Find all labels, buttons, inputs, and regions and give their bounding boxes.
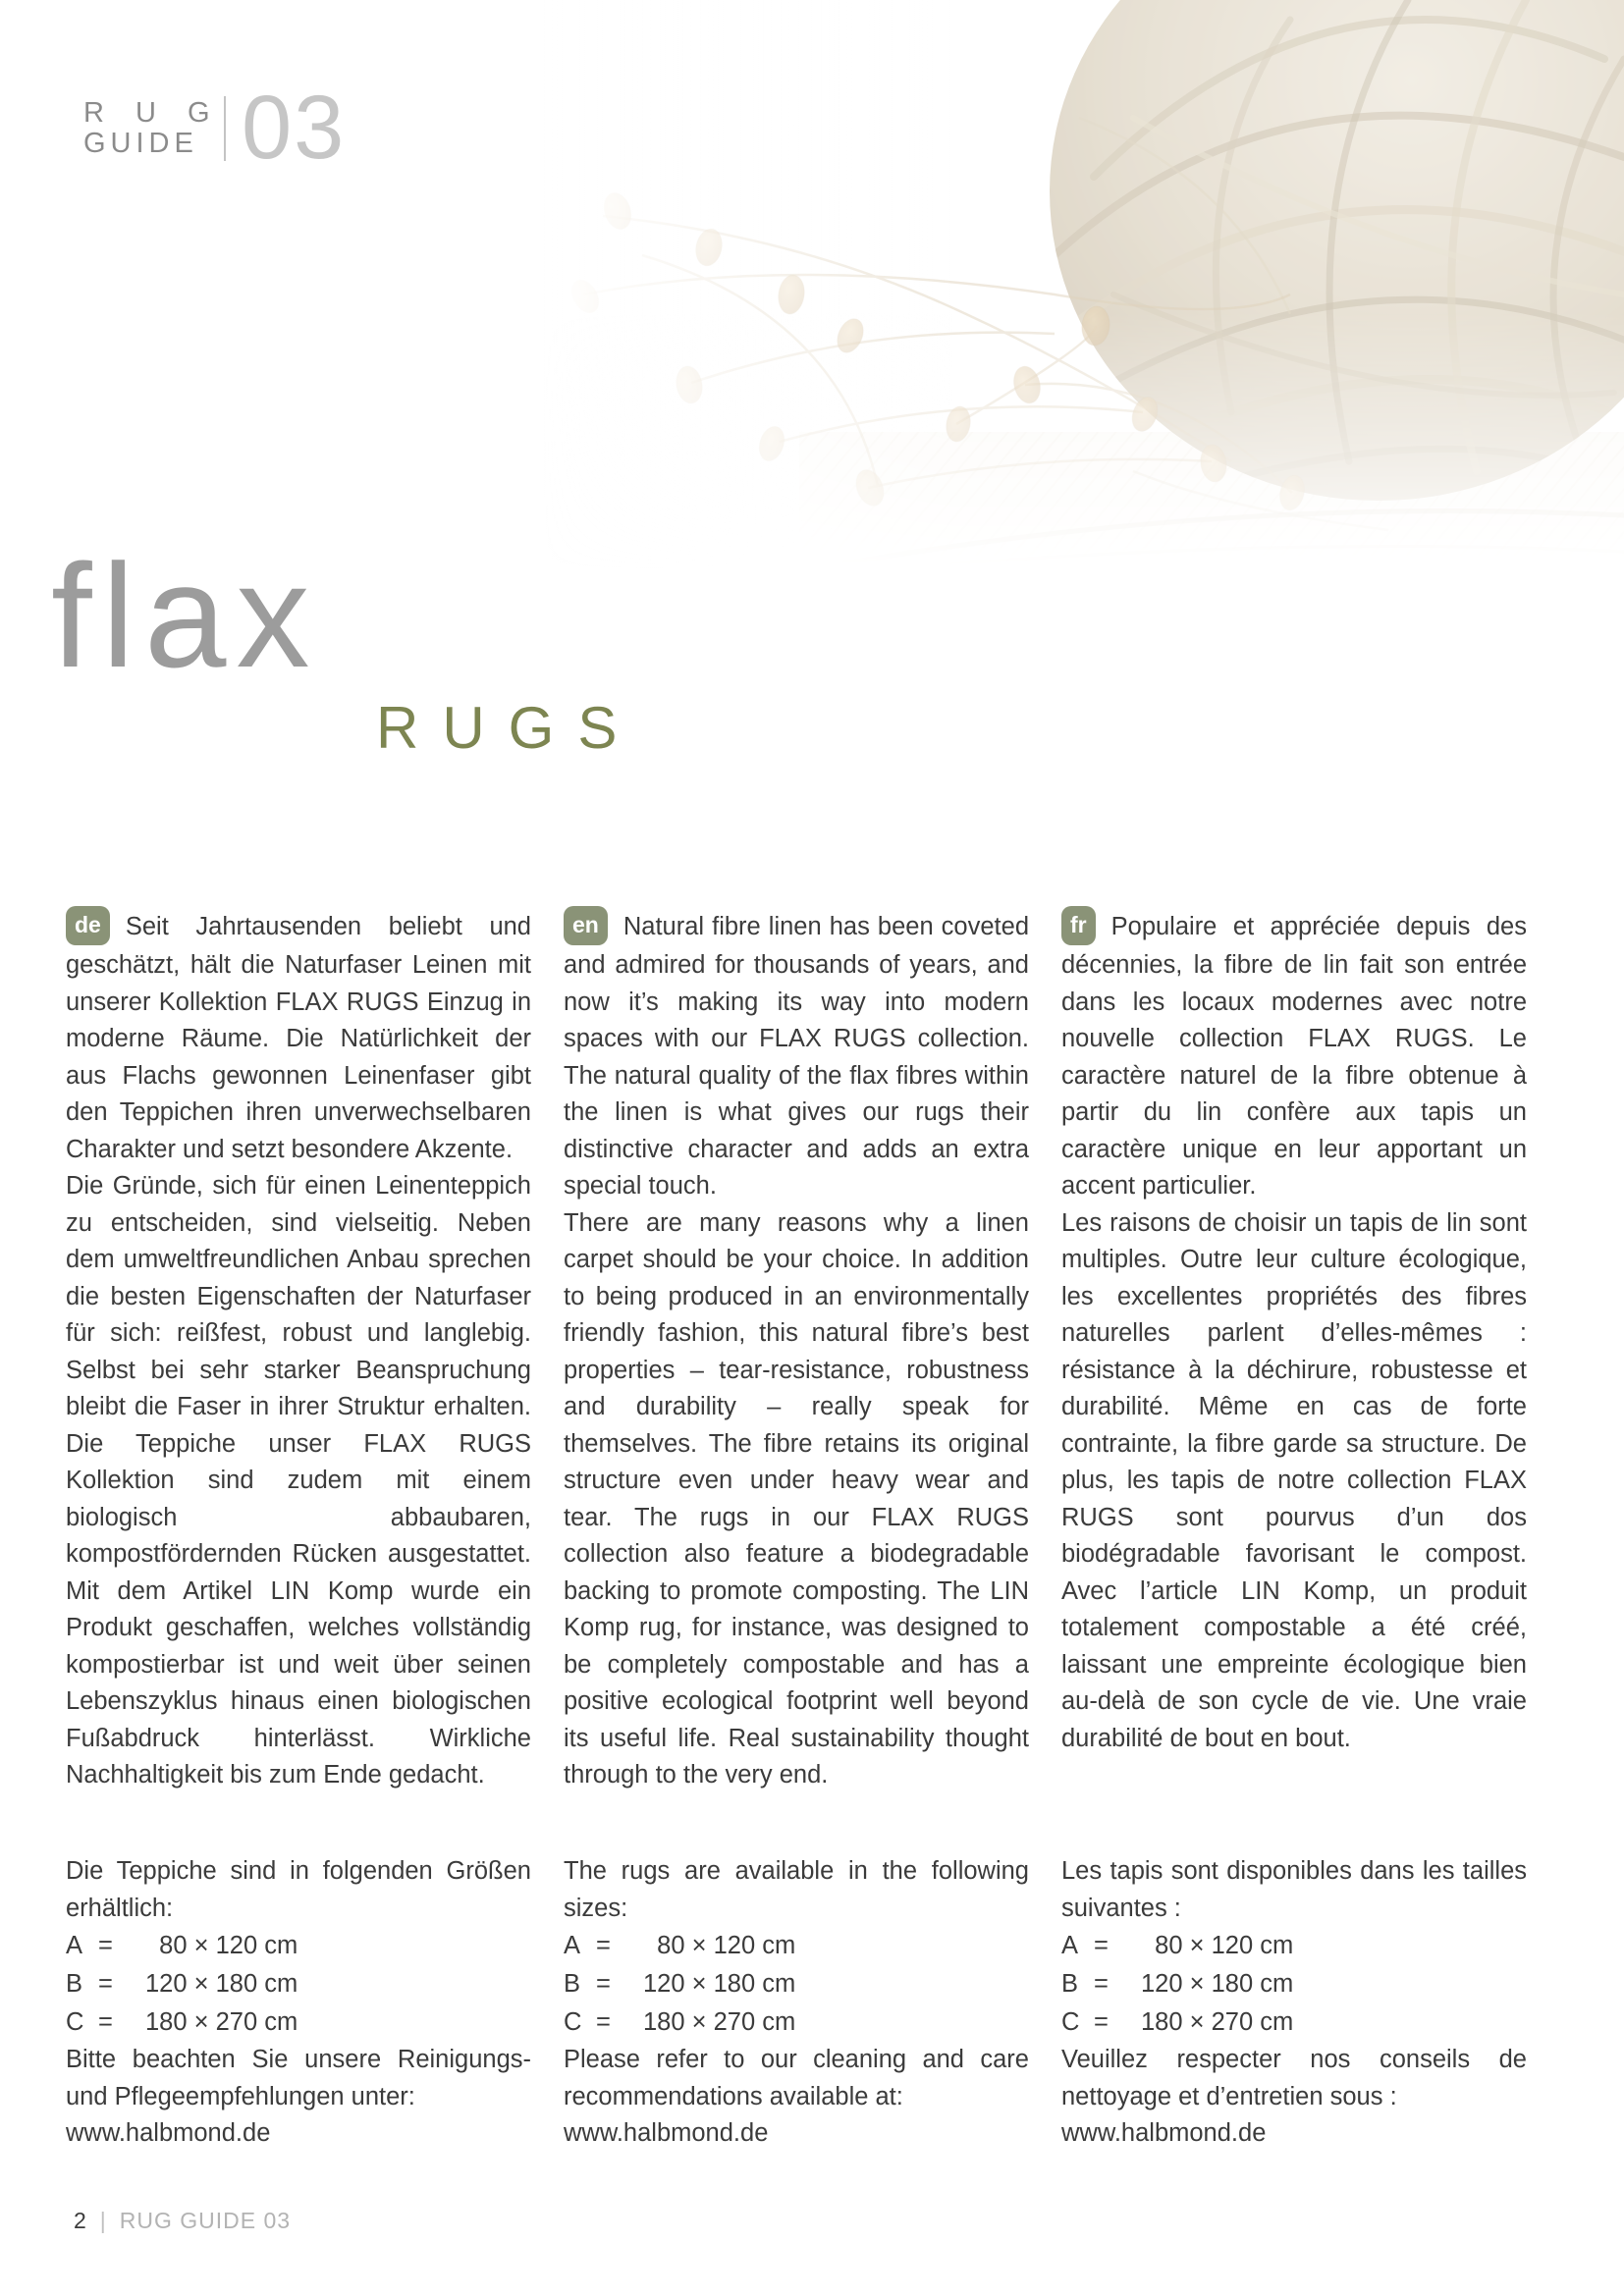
page-number: 2	[74, 2208, 86, 2233]
size-label: C	[564, 2008, 582, 2036]
hero-image	[544, 0, 1624, 569]
page-title: flax	[51, 533, 320, 698]
column-de-sizes	[66, 1853, 531, 2153]
equals-sign: =	[1094, 1932, 1109, 1959]
size-row	[1061, 2003, 1527, 2042]
equals-sign: =	[98, 2008, 113, 2036]
paragraph: There are many reasons why a linen carpet should be your choice. In addition to being produced in an environmentally friendly fashion, this natural fibre’s best properties – tear-resistance, robustness and durability – really speak for themselves. The fibre retains its original structure even under heavy wear and tear. The rugs in our FLAX RUGS collection also feature a biodegradable backing to promote composting. The LIN Komp rug, for instance, was designed to be completely compostable and has a positive ecological footprint well beyond its useful life. Real sustainability thought through to the very end.	[564, 1208, 1029, 1789]
brand-line1: R U G	[83, 97, 222, 129]
footer	[74, 2207, 291, 2234]
language-badge-en: en	[564, 906, 608, 945]
language-badge-fr: fr	[1061, 906, 1096, 945]
brand-divider	[224, 96, 226, 161]
paragraph-text: Natural fibre linen has been coveted and admired for thousands of years, and now it’s making its way into modern spaces with our FLAX RUGS collection. The natural quality of the flax fibres within the linen is what gives our rugs their distinctive character and adds an extra special touch.	[564, 913, 1029, 1200]
column-en	[564, 908, 1029, 1853]
language-columns	[66, 908, 1527, 2153]
paragraph: Les raisons de choisir un tapis de lin sont multiples. Outre leur culture écologique, les excellentes propriétés des fibres naturelles parlent d’elles-mêmes : résistance à la déchirure, robustesse et durabilité. Même en cas de forte contrainte, la fibre garde sa structure. De plus, les tapis de notre collection FLAX RUGS sont pourvus d’un dos biodégradable favorisant le compost. Avec l’article LIN Komp, un produit totalement compostable a été créé, laissant une empreinte écologique bien au-delà de son cycle de vie. Une vraie durabilité de bout en bout.	[1061, 1208, 1527, 1752]
size-value: 120 × 180 cm	[1141, 1970, 1294, 1998]
paragraph: Die Gründe, sich für einen Leinenteppich zu entscheiden, sind vielseitig. Neben dem umweltfreundlichen Anbau sprechen die besten Eigenschaften der Naturfaser für sich: reißfest, robust und langlebig. Selbst bei sehr starker Beanspruchung bleibt die Faser in ihrer Struktur erhalten. Die Teppiche unser FLAX RUGS Kollektion sind zudem mit einem biologisch abbaubaren, kompostfördernden Rücken ausgestattet. Mit dem Artikel LIN Komp wurde ein Produkt geschaffen, welches vollständig kompostierbar ist und weit über seinen Lebenszyklus hinaus einen biologischen Fußabdruck hinterlässt. Wirkliche Nachhaltigkeit bis zum Ende gedacht.	[66, 1172, 531, 1789]
paragraph-text: Populaire et appréciée depuis des décennies, la fibre de lin fait son entrée dans les locaux modernes avec notre nouvelle collection FLAX RUGS. Le caractère naturel de la fibre obtenue à partir du lin confère aux tapis un caractère unique en leur apportant un accent particulier.	[1061, 913, 1527, 1200]
size-row	[66, 2003, 531, 2042]
equals-sign: =	[98, 1970, 113, 1998]
size-row	[564, 1965, 1029, 2003]
website-link[interactable]: www.halbmond.de	[564, 2119, 769, 2147]
care-note: Please refer to our cleaning and care recommendations available at:	[564, 2046, 1029, 2110]
paragraph	[1061, 908, 1527, 1205]
paragraph	[66, 908, 531, 1168]
footer-label: RUG GUIDE 03	[119, 2208, 292, 2233]
column-en-sizes	[564, 1853, 1029, 2153]
size-label: C	[1061, 2008, 1080, 2036]
size-row	[66, 1927, 531, 1965]
size-label: B	[1061, 1970, 1079, 1998]
sizes-intro: Die Teppiche sind in folgenden Größen erhältlich:	[66, 1857, 531, 1922]
size-row	[564, 2003, 1029, 2042]
size-row	[1061, 1965, 1527, 2003]
size-label: A	[66, 1932, 83, 1959]
website-link[interactable]: www.halbmond.de	[66, 2119, 271, 2147]
size-value: 120 × 180 cm	[643, 1970, 796, 1998]
size-label: A	[1061, 1932, 1079, 1959]
care-note: Veuillez respecter nos conseils de nettoyage et d’entretien sous :	[1061, 2046, 1527, 2110]
equals-sign: =	[596, 1970, 611, 1998]
paragraph-text: Seit Jahrtausenden beliebt und geschätzt, hält die Naturfaser Leinen mit unserer Kollektion FLAX RUGS Einzug in moderne Räume. Die Natürlichkeit der aus Flachs gewonnen Leinenfaser gibt den Teppichen ihren unverwechselbaren Charakter und setzt besondere Akzente.	[66, 913, 531, 1163]
size-value: 80 × 120 cm	[643, 1932, 796, 1959]
size-row	[66, 1965, 531, 2003]
size-value: 80 × 120 cm	[1141, 1932, 1294, 1959]
issue-number: 03	[242, 78, 347, 178]
equals-sign: =	[98, 1932, 113, 1959]
size-value: 180 × 270 cm	[145, 2008, 298, 2036]
care-note: Bitte beachten Sie unsere Reinigungs- und Pflegeempfehlungen unter:	[66, 2046, 531, 2110]
brand-line2: GUIDE	[83, 128, 198, 159]
size-label: B	[66, 1970, 83, 1998]
size-value: 180 × 270 cm	[1141, 2008, 1294, 2036]
column-fr-sizes	[1061, 1853, 1527, 2153]
size-row	[1061, 1927, 1527, 1965]
page-subtitle: RUGS	[376, 695, 641, 761]
column-fr	[1061, 908, 1527, 1853]
equals-sign: =	[596, 2008, 611, 2036]
size-label: A	[564, 1932, 581, 1959]
size-label: B	[564, 1970, 581, 1998]
paragraph	[564, 908, 1029, 1205]
equals-sign: =	[1094, 2008, 1109, 2036]
size-row	[564, 1927, 1029, 1965]
footer-separator: |	[99, 2208, 106, 2233]
sizes-intro: Les tapis sont disponibles dans les tailles suivantes :	[1061, 1857, 1527, 1922]
size-value: 120 × 180 cm	[145, 1970, 298, 1998]
size-label: C	[66, 2008, 84, 2036]
website-link[interactable]: www.halbmond.de	[1061, 2119, 1267, 2147]
column-de	[66, 908, 531, 1853]
sizes-intro: The rugs are available in the following sizes:	[564, 1857, 1029, 1922]
size-value: 80 × 120 cm	[145, 1932, 298, 1959]
equals-sign: =	[1094, 1970, 1109, 1998]
brand-logo	[83, 98, 222, 159]
equals-sign: =	[596, 1932, 611, 1959]
size-value: 180 × 270 cm	[643, 2008, 796, 2036]
language-badge-de: de	[66, 906, 110, 945]
